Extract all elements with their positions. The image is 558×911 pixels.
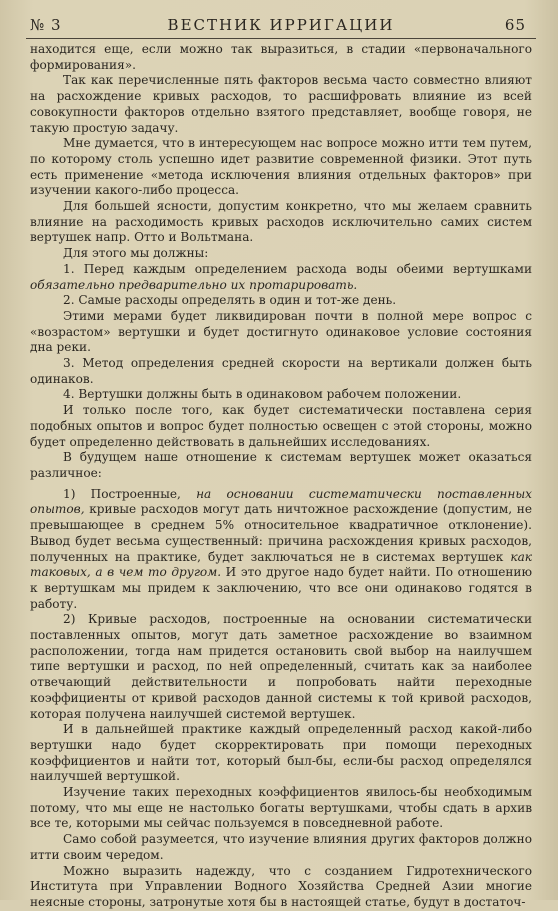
issue-number: № 3 <box>30 16 62 34</box>
paragraph: Мне думается, что в интересующем нас вопросе можно итти тем путем, по которому столь успешно идет развитие современной физики. Этот путь есть применение «метода исключения влияния отдельных факторов» при изучении какого-либо процесса. <box>30 136 532 198</box>
emphasis: обязательно предварительно их протарировать. <box>30 277 358 292</box>
page-header <box>30 14 532 36</box>
emphasis: как таковых, а в чем то другом. <box>30 549 532 580</box>
page-number: 65 <box>504 16 526 34</box>
paragraph: В будущем наше отношение к системам вертушек может оказаться различное: <box>30 450 532 480</box>
paragraph: находится еще, если можно так выразиться, в стадии «первоначального формирования». <box>30 42 532 72</box>
header-rule <box>26 38 536 39</box>
paragraph: Для большей ясности, допустим конкретно, что мы желаем сравнить влияние на расходимость кривых расходов исключительно самих систем вертушек напр. Отто и Вольтмана. <box>30 199 532 245</box>
paragraph: Так как перечисленные пять факторов весьма часто совместно влияют на расхождение кривых расходов, то расшифровать влияние из всей совокупности факторов отдельно взятого представляет, вообще говоря, не такую простую задачу. <box>30 73 532 135</box>
list-item: 1. Перед каждым определением расхода воды обеими вертушками обязательно предварительно их протарировать. <box>30 261 532 292</box>
list-item: 1) Построенные, на основании систематически поставленных опытов, кривые расходов могут дать ничтожное расхождение (допустим, не превышающее в среднем 5% относительное квадратичное отклонение). Вывод будет весьма существенный: причина расхождения кривых расходов, полученных на практике, будет заключаться не в системах вертушек как таковых, а в чем то другом. И это другое надо будет найти. По отношению к вертушкам мы придем к заключению, что все они одинаково годятся в работу. <box>30 486 532 611</box>
journal-title: ВЕСТНИК ИРРИГАЦИИ <box>167 16 395 34</box>
emphasis: на основании систематически поставленных опытов, <box>30 486 532 517</box>
paragraph: Этими мерами будет ликвидирован почти в полной мере вопрос с «возрастом» вертушки и будет достигнуто одинаковое условие состояния дна реки. <box>30 308 532 355</box>
paragraph: Изучение таких переходных коэффициентов явилось-бы необходимым потому, что мы еще не настолько богаты вертушками, чтобы сдать в архив все те, которыми мы сейчас пользуемся в повседневной работе. <box>30 785 532 831</box>
paragraph: И в дальнейшей практике каждый определенный расход какой-либо вертушки надо будет скорректировать при помощи переходных коэффициентов и найти тот, который был-бы, если-бы расход определялся наилучшей вертушкой. <box>30 722 532 784</box>
list-item: 4. Вертушки должны быть в одинаковом рабочем положении. <box>63 387 462 402</box>
paragraph: Для этого мы должны: <box>63 246 209 261</box>
paragraph: Можно выразить надежду, что с созданием Гидротехнического Института при Управлении Водного Хозяйства Средней Азии многие неясные стороны, затронутые хотя бы в настоящей статье, будут в достаточ- <box>30 863 532 909</box>
article-body <box>30 42 532 911</box>
list-item: 2. Самые расходы определять в один и тот-же день. <box>63 293 397 308</box>
list-item: 2) Кривые расходов, построенные на основании систематически поставленных опытов, могут дать заметное расхождение во взаимном расположении, тогда нам придется остановить свой выбор на наилучшем типе вертушки и расход, по ней определенный, считать как за наиболее отвечающий действительности и попробовать найти переходные коэффициенты от кривой расходов данной системы к той кривой расходов, которая получена наилучшей системой вертушек. <box>30 612 532 721</box>
paragraph: Само собой разумеется, что изучение влияния других факторов должно итти своим чередом. <box>30 832 532 862</box>
list-item: 3. Метод определения средней скорости на вертикали должен быть одинаков. <box>30 356 532 386</box>
paragraph: И только после того, как будет систематически поставлена серия подобных опытов и вопрос будет полностью освещен с этой стороны, можно будет определенно действовать в дальнейших исследованиях. <box>30 403 532 449</box>
